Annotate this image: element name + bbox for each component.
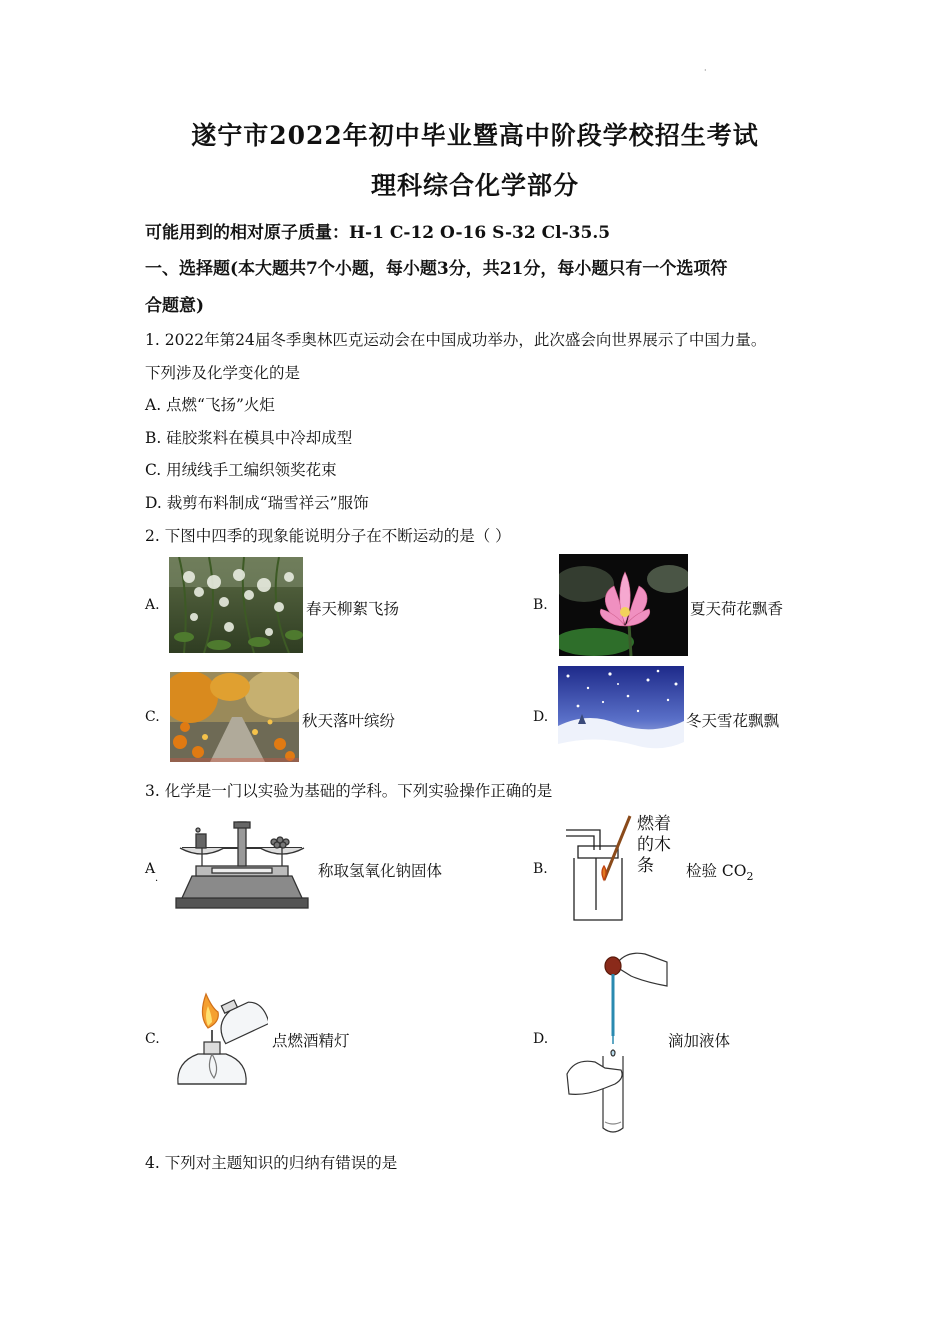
q4-stem: 4. 下列对主题知识的归纳有错误的是 (145, 1154, 398, 1172)
q2-option-c-text: 秋天落叶缤纷 (302, 712, 396, 730)
burning-stick-label-line3: 条 (637, 856, 654, 876)
burning-stick-label (637, 814, 671, 877)
section-heading-line1: 一、选择题(本大题共7个小题，每小题3分，共21分，每小题只有一个选项符 (145, 259, 728, 279)
q3-stem: 3. 化学是一门以实验为基础的学科。下列实验操作正确的是 (145, 782, 553, 800)
q2-option-b-text: 夏天荷花飘香 (690, 600, 784, 618)
q1-option-c: C. 用绒线手工编织领奖花束 (145, 461, 337, 479)
q3-option-c-letter: C. (145, 1031, 160, 1047)
q3-option-d-letter: D. (533, 1031, 549, 1047)
winter-snow-image (558, 666, 684, 764)
section-heading-line2: 合题意) (145, 296, 205, 316)
decorative-dot: · (155, 876, 159, 887)
q2-option-d-text: 冬天雪花飘飘 (686, 712, 780, 730)
q1-option-a: A. 点燃“飞扬”火炬 (145, 396, 275, 414)
exam-subtitle: 理科综合化学部分 (370, 171, 579, 200)
q3-option-b-subscript: 2 (746, 870, 754, 884)
alcohol-lamps-image (168, 988, 268, 1094)
q2-option-b-letter: B. (533, 597, 548, 613)
lotus-flower-image (559, 554, 688, 656)
autumn-leaves-image (170, 672, 299, 762)
q2-option-d-letter: D. (533, 709, 549, 725)
burning-stick-label-line2: 的木 (637, 835, 671, 855)
q1-stem-line1: 1. 2022年第24届冬季奥林匹克运动会在中国成功举办，此次盛会向世界展示了中国力量。 (145, 331, 767, 349)
exam-title: 遂宁市2022年初中毕业暨高中阶段学校招生考试 (191, 121, 759, 150)
q3-option-b-text-main: 检验 CO (686, 862, 747, 880)
q1-option-b: B. 硅胶浆料在模具中冷却成型 (145, 429, 353, 447)
q3-option-a-text: 称取氢氧化钠固体 (318, 862, 443, 880)
q3-option-b-letter: B. (533, 861, 548, 877)
q3-option-b-text (686, 859, 754, 883)
balance-scale-image (172, 818, 312, 912)
gas-jar-apparatus-image (560, 814, 636, 924)
q2-stem: 2. 下图中四季的现象能说明分子在不断运动的是（ ） (145, 527, 511, 545)
q3-option-a-letter: A (145, 861, 156, 877)
q2-option-a-letter: A. (145, 597, 160, 613)
q2-option-a-text: 春天柳絮飞扬 (306, 600, 400, 618)
q1-stem-line2: 下列涉及化学变化的是 (145, 364, 301, 382)
burning-stick-label-line1: 燃着 (637, 814, 671, 834)
q3-option-d-text: 滴加液体 (668, 1032, 731, 1050)
dropper-test-tube-image (565, 946, 669, 1136)
atomic-mass-line: 可能用到的相对原子质量：H-1 C-12 O-16 S-32 Cl-35.5 (145, 223, 611, 243)
header-dot: · (704, 66, 707, 75)
willow-catkins-image (169, 557, 303, 653)
q1-option-d: D. 裁剪布料制成“瑞雪祥云”服饰 (145, 494, 369, 512)
q2-option-c-letter: C. (145, 709, 160, 725)
q3-option-c-text: 点燃酒精灯 (272, 1032, 350, 1050)
